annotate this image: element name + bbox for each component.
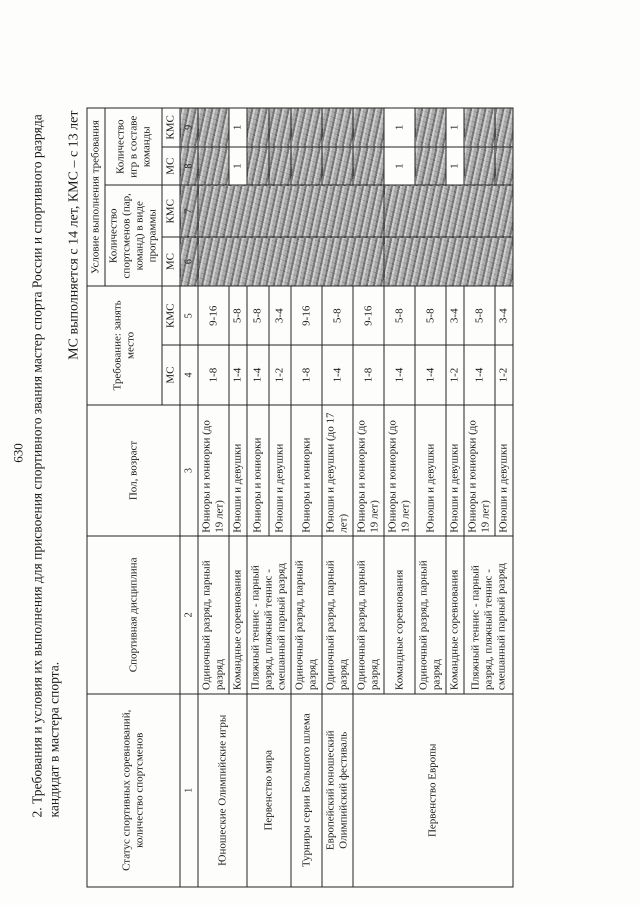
sex-age-cell: Юниоры и юниорки <box>291 404 322 536</box>
page-number: 630 <box>10 442 25 463</box>
place-ms-cell: 1-2 <box>269 345 291 404</box>
place-kms-cell: 5-8 <box>229 286 247 345</box>
place-kms-cell: 9-16 <box>198 286 229 345</box>
header-status: Статус спортивных соревнований, количество спортсменов <box>87 693 180 886</box>
games-ms-cell <box>353 146 384 185</box>
status-cell: Юношеские Олимпийские игры <box>198 693 247 886</box>
place-ms-cell: 1-8 <box>353 345 384 404</box>
games-ms-cell <box>464 146 495 185</box>
sex-age-cell: Юноши и девушки <box>446 404 464 536</box>
games-ms-cell <box>322 146 353 185</box>
discipline-cell: Одиночный разряд, парный разряд <box>415 536 446 693</box>
games-ms-cell <box>269 146 291 185</box>
column-number: 3 <box>180 404 198 536</box>
place-kms-cell: 5-8 <box>415 286 446 345</box>
discipline-cell: Командные соревнования <box>446 536 464 693</box>
discipline-cell: Одиночный разряд, парный разряд <box>291 536 322 693</box>
games-ms-cell: 1 <box>384 146 415 185</box>
header-athletes: Количество спортсменов (пар, команд) в виде программы <box>105 185 162 286</box>
header-ms: МС <box>162 345 180 404</box>
status-cell: Первенство Европы <box>353 693 513 886</box>
header-games: Количество игр в составе команды <box>105 108 162 186</box>
sex-age-cell: Юниоры и юниорки (до 19 лет) <box>353 404 384 536</box>
column-number: 4 <box>180 345 198 404</box>
requirements-table <box>86 107 513 887</box>
place-kms-cell: 9-16 <box>353 286 384 345</box>
table-row <box>198 108 229 887</box>
place-ms-cell: 1-4 <box>415 345 446 404</box>
games-ms-cell <box>198 146 229 185</box>
header-kms: КМС <box>162 185 180 237</box>
sex-age-cell: Юноши и девушки <box>495 404 513 536</box>
games-ms-cell <box>247 146 269 185</box>
games-kms-cell <box>198 108 229 147</box>
shaded-cell <box>198 237 384 286</box>
discipline-cell: Пляжный теннис - парный разряд, пляжный теннис - смешанный парный разряд <box>464 536 513 693</box>
header-kms: КМС <box>162 108 180 147</box>
place-ms-cell: 1-4 <box>384 345 415 404</box>
discipline-cell: Одиночный разряд, парный разряд <box>198 536 229 693</box>
discipline-cell: Командные соревнования <box>384 536 415 693</box>
sex-age-cell: Юноши и девушки <box>229 404 247 536</box>
place-kms-cell: 3-4 <box>269 286 291 345</box>
discipline-cell: Одиночный разряд, парный разряд <box>353 536 384 693</box>
place-kms-cell: 5-8 <box>322 286 353 345</box>
games-kms-cell <box>495 108 513 147</box>
shaded-cell <box>198 185 384 237</box>
sex-age-cell: Юноши и девушки <box>415 404 446 536</box>
games-kms-cell <box>322 108 353 147</box>
column-number: 2 <box>180 536 198 693</box>
sex-age-cell: Юниоры и юниорки (до 19 лет) <box>384 404 415 536</box>
games-ms-cell <box>415 146 446 185</box>
column-number: 1 <box>180 693 198 886</box>
place-kms-cell: 9-16 <box>291 286 322 345</box>
header-sex-age: Пол, возраст <box>87 404 180 536</box>
column-number: 6 <box>180 237 198 286</box>
place-ms-cell: 1-2 <box>446 345 464 404</box>
column-number: 7 <box>180 185 198 237</box>
header-discipline: Спортивная дисциплина <box>87 536 180 693</box>
place-ms-cell: 1-4 <box>464 345 495 404</box>
header-requirement: Требование: занять место <box>87 286 162 405</box>
place-ms-cell: 1-4 <box>247 345 269 404</box>
games-ms-cell: 1 <box>229 146 247 185</box>
games-ms-cell: 1 <box>446 146 464 185</box>
games-kms-cell <box>415 108 446 147</box>
column-number: 8 <box>180 146 198 185</box>
place-ms-cell: 1-4 <box>322 345 353 404</box>
sex-age-cell: Юноши и девушки (до 17 лет) <box>322 404 353 536</box>
discipline-cell: Пляжный теннис - парный разряд, пляжный теннис - смешанный парный разряд <box>247 536 291 693</box>
sex-age-cell: Юниоры и юниорки <box>247 404 269 536</box>
header-ms: МС <box>162 237 180 286</box>
section-heading: 2. Требования и условия их выполнения для присвоения спортивного звания мастер спорта России и спортивного разряда кандидат в мастера спорта. <box>29 113 61 817</box>
sex-age-cell: Юниоры и юниорки (до 19 лет) <box>198 404 229 536</box>
games-kms-cell <box>247 108 269 147</box>
age-note: МС выполняется с 14 лет, КМС – с 13 лет <box>66 110 81 360</box>
status-cell: Первенство мира <box>247 693 291 886</box>
place-ms-cell: 1-2 <box>495 345 513 404</box>
discipline-cell: Одиночный разряд, парный разряд <box>322 536 353 693</box>
column-number-row <box>180 108 198 887</box>
place-ms-cell: 1-4 <box>229 345 247 404</box>
place-kms-cell: 5-8 <box>247 286 269 345</box>
shaded-cell <box>384 237 513 286</box>
column-number: 5 <box>180 286 198 345</box>
place-ms-cell: 1-8 <box>291 345 322 404</box>
discipline-cell: Командные соревнования <box>229 536 247 693</box>
games-ms-cell <box>291 146 322 185</box>
games-kms-cell: 1 <box>446 108 464 147</box>
place-ms-cell: 1-8 <box>198 345 229 404</box>
games-kms-cell: 1 <box>229 108 247 147</box>
header-condition: Условие выполнения требования <box>87 108 105 286</box>
sex-age-cell: Юноши и девушки <box>269 404 291 536</box>
games-kms-cell <box>353 108 384 147</box>
games-ms-cell <box>495 146 513 185</box>
status-cell: Турниры серии Большого шлема <box>291 693 322 886</box>
games-kms-cell <box>291 108 322 147</box>
header-row <box>87 108 105 887</box>
place-kms-cell: 3-4 <box>446 286 464 345</box>
header-ms: МС <box>162 146 180 185</box>
place-kms-cell: 3-4 <box>495 286 513 345</box>
place-kms-cell: 5-8 <box>384 286 415 345</box>
place-kms-cell: 5-8 <box>464 286 495 345</box>
shaded-cell <box>384 185 513 237</box>
games-kms-cell: 1 <box>384 108 415 147</box>
column-number: 9 <box>180 108 198 147</box>
sex-age-cell: Юниоры и юниорки (до 19 лет) <box>464 404 495 536</box>
games-kms-cell <box>464 108 495 147</box>
status-cell: Европейский юношеский Олимпийский фестиваль <box>322 693 353 886</box>
games-kms-cell <box>269 108 291 147</box>
header-kms: КМС <box>162 286 180 345</box>
